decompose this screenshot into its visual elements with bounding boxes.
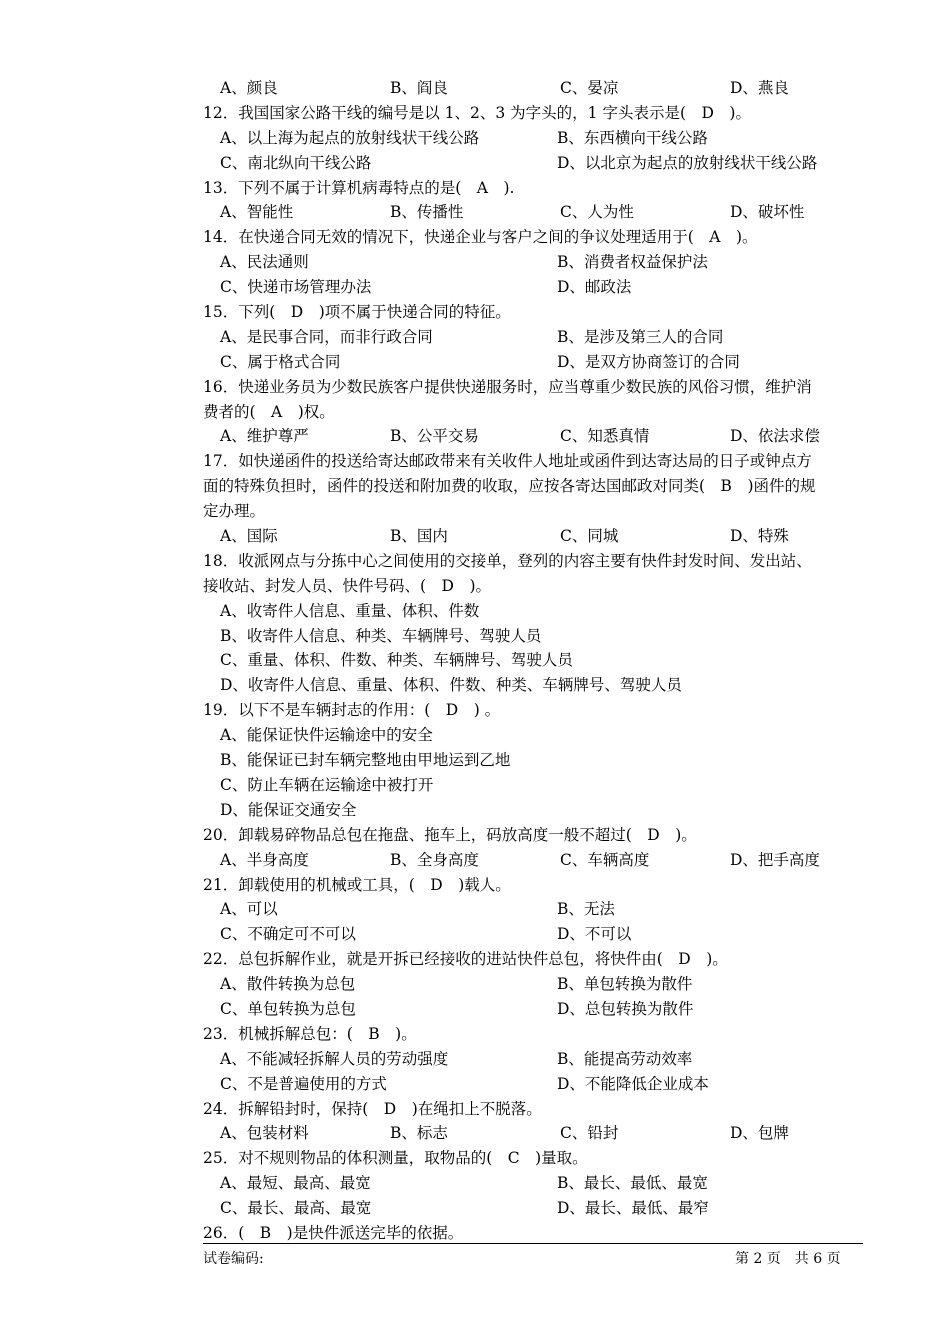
answer-option: A、收寄件人信息、重量、体积、件数 bbox=[220, 601, 480, 620]
option-row bbox=[203, 350, 863, 375]
question-list bbox=[203, 76, 863, 1246]
answer-option: B、无法 bbox=[557, 900, 615, 919]
answer-option: D、以北京为起点的放射线状干线公路 bbox=[557, 153, 818, 172]
question-text: 21．卸载使用的机械或工具，( D )载人。 bbox=[203, 875, 511, 894]
question-text: 19．以下不是车辆封志的作用：( D ) 。 bbox=[203, 701, 501, 720]
answer-option: C、知悉真情 bbox=[560, 427, 650, 446]
question-text: 费者的( A )权。 bbox=[203, 402, 335, 421]
option-row bbox=[203, 325, 863, 350]
option-row bbox=[203, 524, 863, 549]
answer-option: A、是民事合同，而非行政合同 bbox=[220, 327, 433, 346]
answer-option: C、晏凉 bbox=[560, 79, 619, 97]
answer-option: B、消费者权益保护法 bbox=[557, 253, 708, 272]
answer-option: B、单包转换为散件 bbox=[557, 975, 693, 994]
answer-option: D、燕良 bbox=[730, 79, 789, 97]
answer-option: B、国内 bbox=[390, 527, 448, 546]
answer-option: B、是涉及第三人的合同 bbox=[557, 327, 724, 346]
question-text: 23．机械拆解总包：( B )。 bbox=[203, 1024, 417, 1043]
answer-option: A、能保证快件运输途中的安全 bbox=[220, 726, 433, 745]
answer-option: D、不能降低企业成本 bbox=[557, 1074, 709, 1093]
question-text: 12．我国国家公路干线的编号是以 1、2、3 为字头的，1 字头表示是( D )。 bbox=[203, 103, 751, 122]
option-row bbox=[203, 1121, 863, 1146]
question-text: 16．快递业务员为少数民族客户提供快递服务时，应当尊重少数民族的风俗习惯，维护消 bbox=[203, 377, 812, 396]
question-text: 18．收派网点与分拣中心之间使用的交接单，登列的内容主要有快件封发时间、发出站、 bbox=[203, 551, 812, 570]
answer-option: C、快递市场管理办法 bbox=[220, 278, 372, 297]
answer-option: D、是双方协商签订的合同 bbox=[557, 352, 740, 371]
answer-option: C、人为性 bbox=[560, 203, 634, 222]
answer-option: C、最长、最高、最宽 bbox=[220, 1199, 372, 1218]
question-text: 面的特殊负担时，函件的投送和附加费的收取，应按各寄达国邮政对同类( B )函件的规 bbox=[203, 477, 816, 496]
answer-option: B、最长、最低、最宽 bbox=[557, 1174, 708, 1193]
answer-option: C、重量、体积、件数、种类、车辆牌号、驾驶人员 bbox=[220, 651, 573, 670]
answer-option: B、全身高度 bbox=[390, 850, 479, 869]
option-row bbox=[203, 848, 863, 873]
question-text: 24．拆解铅封时，保持( D )在绳扣上不脱落。 bbox=[203, 1099, 542, 1118]
answer-option: B、东西横向干线公路 bbox=[557, 128, 708, 147]
option-row bbox=[203, 1196, 863, 1221]
answer-option: D、破坏性 bbox=[730, 203, 805, 222]
answer-option: B、标志 bbox=[390, 1124, 448, 1143]
answer-option: D、收寄件人信息、重量、体积、件数、种类、车辆牌号、驾驶人员 bbox=[220, 676, 682, 695]
answer-option: A、最短、最高、最宽 bbox=[220, 1174, 371, 1193]
answer-option: B、阎良 bbox=[390, 79, 448, 97]
answer-option: B、公平交易 bbox=[390, 427, 479, 446]
answer-option: D、邮政法 bbox=[557, 278, 632, 297]
answer-option: C、车辆高度 bbox=[560, 850, 650, 869]
answer-option: B、传播性 bbox=[390, 203, 464, 222]
exam-code-label: 试卷编码: bbox=[203, 1251, 264, 1267]
answer-option: D、特殊 bbox=[730, 527, 789, 546]
answer-option: D、包牌 bbox=[730, 1124, 789, 1143]
option-row bbox=[203, 1171, 863, 1196]
answer-option: C、不是普遍使用的方式 bbox=[220, 1074, 387, 1093]
option-row bbox=[203, 922, 863, 947]
question-text: 20．卸载易碎物品总包在拖盘、拖车上，码放高度一般不超过( D )。 bbox=[203, 825, 697, 844]
answer-option: C、同城 bbox=[560, 527, 619, 546]
answer-option: C、南北纵向干线公路 bbox=[220, 153, 372, 172]
option-row bbox=[203, 275, 863, 300]
answer-option: A、包装材料 bbox=[220, 1124, 309, 1143]
question-text: 定办理。 bbox=[203, 502, 266, 521]
option-row bbox=[203, 972, 863, 997]
answer-option: A、不能减轻拆解人员的劳动强度 bbox=[220, 1049, 449, 1068]
question-text: 17．如快递函件的投送给寄达邮政带来有关收件人地址或函件到达寄达局的日子或钟点方 bbox=[203, 452, 812, 471]
option-row bbox=[203, 424, 863, 449]
answer-option: D、依法求偿 bbox=[730, 427, 820, 446]
option-row bbox=[203, 897, 863, 922]
option-row bbox=[203, 151, 863, 176]
answer-option: B、能保证已封车辆完整地由甲地运到乙地 bbox=[220, 751, 511, 770]
answer-option: A、半身高度 bbox=[220, 850, 309, 869]
answer-option: D、把手高度 bbox=[730, 850, 820, 869]
answer-option: D、能保证交通安全 bbox=[220, 800, 357, 819]
answer-option: D、不可以 bbox=[557, 925, 632, 944]
answer-option: A、以上海为起点的放射线状干线公路 bbox=[220, 128, 480, 147]
option-row bbox=[203, 200, 863, 225]
answer-option: D、最长、最低、最窄 bbox=[557, 1199, 709, 1218]
question-text: 25．对不规则物品的体积测量，取物品的( C )量取。 bbox=[203, 1149, 588, 1168]
option-row bbox=[203, 76, 863, 101]
question-text: 接收站、封发人员、快件号码、( D )。 bbox=[203, 576, 492, 595]
answer-option: A、民法通则 bbox=[220, 253, 309, 272]
question-text: 13．下列不属于计算机病毒特点的是( A ). bbox=[203, 178, 515, 197]
answer-option: B、能提高劳动效率 bbox=[557, 1049, 693, 1068]
footer-divider bbox=[203, 1243, 863, 1244]
question-text: 22．总包拆解作业，就是开拆已经接收的进站快件总包，将快件由( D )。 bbox=[203, 950, 728, 969]
page-number: 第 2 页 共 6 页 bbox=[735, 1251, 841, 1267]
option-row bbox=[203, 997, 863, 1022]
question-text: 15．下列( D )项不属于快递合同的特征。 bbox=[203, 303, 511, 322]
option-row bbox=[203, 250, 863, 275]
answer-option: C、铅封 bbox=[560, 1124, 619, 1143]
option-row bbox=[203, 1072, 863, 1097]
option-row bbox=[203, 126, 863, 151]
question-text: 26．( B )是快件派送完毕的依据。 bbox=[203, 1223, 464, 1242]
answer-option: A、可以 bbox=[220, 900, 278, 919]
answer-option: A、维护尊严 bbox=[220, 427, 309, 446]
answer-option: A、散件转换为总包 bbox=[220, 975, 356, 994]
answer-option: B、收寄件人信息、种类、车辆牌号、驾驶人员 bbox=[220, 626, 542, 645]
answer-option: A、智能性 bbox=[220, 203, 294, 222]
option-row bbox=[203, 1047, 863, 1072]
answer-option: D、总包转换为散件 bbox=[557, 999, 694, 1018]
answer-option: A、颜良 bbox=[220, 79, 278, 97]
answer-option: C、单包转换为总包 bbox=[220, 999, 356, 1018]
answer-option: C、属于格式合同 bbox=[220, 352, 341, 371]
question-text: 14．在快递合同无效的情况下，快递企业与客户之间的争议处理适用于( A )。 bbox=[203, 228, 758, 247]
answer-option: C、不确定可不可以 bbox=[220, 925, 356, 944]
answer-option: A、国际 bbox=[220, 527, 278, 546]
answer-option: C、防止车辆在运输途中被打开 bbox=[220, 775, 434, 794]
